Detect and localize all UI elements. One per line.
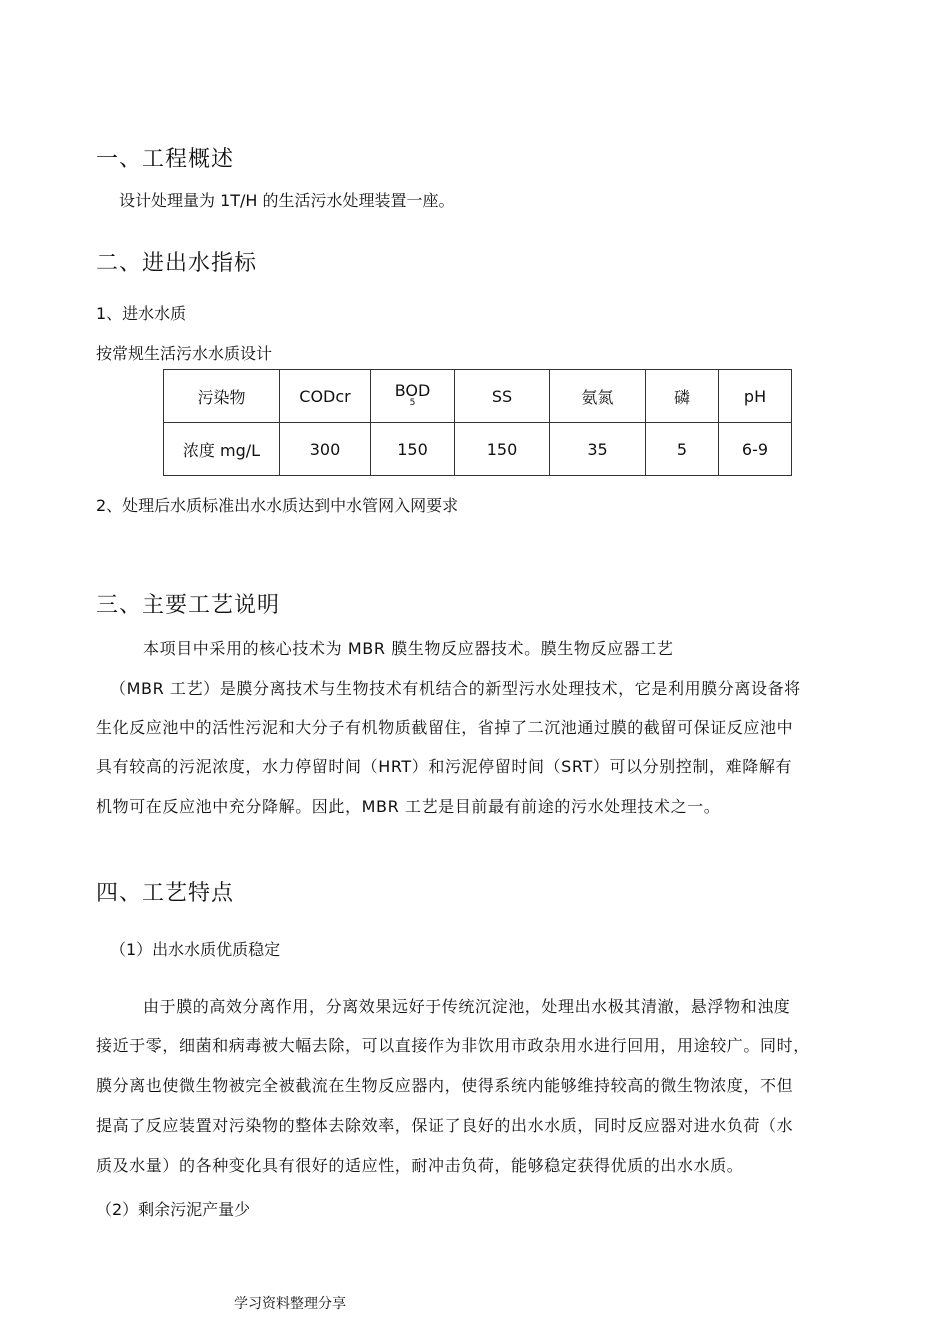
water-quality-table <box>163 369 792 476</box>
process-paragraph-line: 机物可在反应池中充分降解。因此，MBR 工艺是目前最有前途的污水处理技术之一。 <box>96 797 721 816</box>
header-codcr: CODcr <box>280 370 371 423</box>
process-paragraph-line: 本项目中采用的核心技术为 MBR 膜生物反应器技术。膜生物反应器工艺 <box>143 639 674 658</box>
feature-1-heading: （1）出水水质优质稳定 <box>110 940 281 959</box>
row-label-concentration: 浓度 mg/L <box>164 423 280 476</box>
section-1-heading: 一、工程概述 <box>96 147 235 172</box>
feature-2-heading: （2）剩余污泥产量少 <box>96 1200 251 1219</box>
feature-1-paragraph-line: 膜分离也使微生物被完全被截流在生物反应器内，使得系统内能够维持较高的微生物浓度，不但 <box>96 1076 794 1095</box>
feature-1-paragraph-line: 提高了反应装置对污染物的整体去除效率，保证了良好的出水水质，同时反应器对进水负荷（水 <box>96 1116 794 1135</box>
table-row <box>164 423 792 476</box>
process-paragraph-line: 具有较高的污泥浓度，水力停留时间（HRT）和污泥停留时间（SRT）可以分别控制，难降解有 <box>96 757 793 776</box>
header-phosphorus: 磷 <box>646 370 719 423</box>
inflow-quality-subheading: 1、进水水质 <box>96 304 187 323</box>
header-ss: SS <box>455 370 550 423</box>
process-paragraph-line: 生化反应池中的活性污泥和大分子有机物质截留住，省掉了二沉池通过膜的截留可保证反应池中 <box>96 718 794 737</box>
header-pollutant: 污染物 <box>164 370 280 423</box>
section-2-heading: 二、进出水指标 <box>96 251 258 276</box>
bod-subscript: 5 <box>409 397 416 408</box>
design-basis-text: 按常规生活污水水质设计 <box>96 344 273 363</box>
section-3-heading: 三、主要工艺说明 <box>96 593 281 618</box>
section-1-text: 设计处理量为 1T/H 的生活污水处理装置一座。 <box>119 191 455 210</box>
feature-1-paragraph-line: 质及水量）的各种变化具有很好的适应性，耐冲击负荷，能够稳定获得优质的出水水质。 <box>96 1156 744 1175</box>
header-ph: pH <box>719 370 792 423</box>
table-header-row <box>164 370 792 423</box>
section-4-heading: 四、工艺特点 <box>96 881 235 906</box>
feature-1-paragraph-line: 由于膜的高效分离作用，分离效果远好于传统沉淀池，处理出水极其清澈，悬浮物和浊度 <box>143 997 791 1016</box>
value-ss: 150 <box>455 423 550 476</box>
header-bod <box>371 370 455 423</box>
header-ammonia: 氨氮 <box>550 370 646 423</box>
effluent-standard-text: 2、处理后水质标准出水水质达到中水管网入网要求 <box>96 496 459 515</box>
page-footer: 学习资料整理分享 <box>234 1296 346 1312</box>
value-ammonia: 35 <box>550 423 646 476</box>
bod-label: BOD <box>394 380 431 400</box>
process-paragraph-line: （MBR 工艺）是膜分离技术与生物技术有机结合的新型污水处理技术，它是利用膜分离设备将 <box>110 679 801 698</box>
value-ph: 6-9 <box>719 423 792 476</box>
value-phosphorus: 5 <box>646 423 719 476</box>
value-codcr: 300 <box>280 423 371 476</box>
value-bod: 150 <box>371 423 455 476</box>
feature-1-paragraph-line: 接近于零，细菌和病毒被大幅去除，可以直接作为非饮用市政杂用水进行回用，用途较广。同时， <box>96 1036 810 1055</box>
